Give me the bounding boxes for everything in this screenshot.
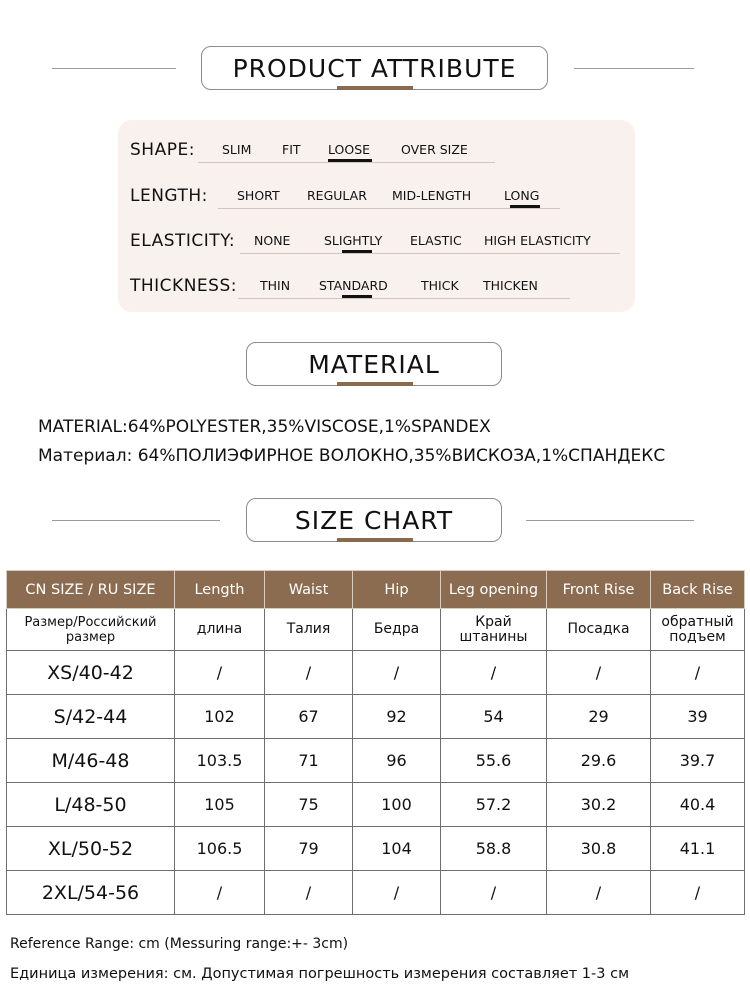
header-back-rise: Back Rise bbox=[651, 571, 745, 609]
attr-row-elasticity bbox=[118, 219, 635, 259]
table-cell: XS/40-42 bbox=[7, 651, 175, 695]
table-cell: M/46-48 bbox=[7, 739, 175, 783]
attr-option: THIN bbox=[260, 278, 291, 293]
attr-option-selected: LONG bbox=[504, 188, 540, 203]
attr-option: HIGH ELASTICITY bbox=[484, 233, 591, 248]
attr-option: NONE bbox=[254, 233, 291, 248]
attr-selected-marker bbox=[342, 295, 372, 298]
table-cell: длина bbox=[175, 609, 265, 651]
attr-rule bbox=[238, 298, 570, 299]
header-front-rise: Front Rise bbox=[547, 571, 651, 609]
header-hip: Hip bbox=[353, 571, 441, 609]
attr-label: SHAPE: bbox=[130, 140, 195, 160]
attr-label: THICKNESS: bbox=[130, 276, 237, 296]
table-cell: 58.8 bbox=[441, 827, 547, 871]
table-cell: 39 bbox=[651, 695, 745, 739]
table-cell: L/48-50 bbox=[7, 783, 175, 827]
header-waist: Waist bbox=[265, 571, 353, 609]
size-chart-table bbox=[6, 570, 745, 915]
attr-row-thickness bbox=[118, 264, 635, 304]
attr-rule bbox=[240, 253, 620, 254]
attr-option: MID-LENGTH bbox=[392, 188, 472, 203]
table-cell: / bbox=[651, 871, 745, 915]
attr-row-shape bbox=[118, 128, 635, 168]
table-cell: 2XL/54-56 bbox=[7, 871, 175, 915]
table-row bbox=[7, 695, 745, 739]
table-cell: 55.6 bbox=[441, 739, 547, 783]
table-cell: 75 bbox=[265, 783, 353, 827]
table-cell: / bbox=[353, 651, 441, 695]
title-accent bbox=[337, 382, 413, 386]
table-cell: / bbox=[651, 651, 745, 695]
table-cell: Талия bbox=[265, 609, 353, 651]
material-ru-value: 64%ПОЛИЭФИРНОЕ ВОЛОКНО,35%ВИСКОЗА,1%СПАНДЕКС bbox=[137, 446, 666, 466]
table-row bbox=[7, 827, 745, 871]
material-en-value: 64%POLYESTER,35%VISCOSE,1%SPANDEX bbox=[127, 417, 491, 437]
attribute-panel bbox=[118, 120, 635, 312]
table-header-row bbox=[7, 571, 745, 609]
table-row bbox=[7, 871, 745, 915]
table-cell: 104 bbox=[353, 827, 441, 871]
material-en bbox=[38, 417, 491, 437]
table-cell: 54 bbox=[441, 695, 547, 739]
table-cell: 96 bbox=[353, 739, 441, 783]
reference-range-note: Reference Range: cm (Messuring range:+- 3cm) bbox=[10, 936, 349, 952]
table-cell: 30.8 bbox=[547, 827, 651, 871]
attr-option: SLIM bbox=[222, 142, 252, 157]
product-attribute-header bbox=[0, 38, 750, 98]
table-cell: 105 bbox=[175, 783, 265, 827]
table-cell: / bbox=[547, 871, 651, 915]
attr-option-selected: LOOSE bbox=[328, 142, 371, 157]
table-cell: Размер/Российский размер bbox=[7, 609, 175, 651]
material-title: MATERIAL bbox=[246, 342, 502, 386]
table-cell: / bbox=[175, 871, 265, 915]
table-row bbox=[7, 783, 745, 827]
attr-option-selected: SLIGHTLY bbox=[324, 233, 383, 248]
attr-row-length bbox=[118, 174, 635, 214]
table-cell: 29 bbox=[547, 695, 651, 739]
table-cell: / bbox=[547, 651, 651, 695]
product-attribute-title: PRODUCT ATTRIBUTE bbox=[201, 46, 548, 90]
divider-right bbox=[574, 68, 694, 69]
header-length: Length bbox=[175, 571, 265, 609]
divider-left bbox=[52, 520, 220, 521]
table-cell: / bbox=[441, 871, 547, 915]
attr-option: REGULAR bbox=[307, 188, 367, 203]
table-cell: 103.5 bbox=[175, 739, 265, 783]
material-en-label: MATERIAL: bbox=[38, 417, 128, 437]
table-cell: 106.5 bbox=[175, 827, 265, 871]
table-cell: / bbox=[265, 871, 353, 915]
material-ru bbox=[38, 446, 665, 466]
attr-option: SHORT bbox=[237, 188, 280, 203]
size-chart-title: SIZE CHART bbox=[246, 498, 502, 542]
table-cell: 92 bbox=[353, 695, 441, 739]
attr-option: OVER SIZE bbox=[401, 142, 468, 157]
attr-option-selected: STANDARD bbox=[319, 278, 388, 293]
table-row bbox=[7, 739, 745, 783]
table-cell: / bbox=[175, 651, 265, 695]
table-cell: 39.7 bbox=[651, 739, 745, 783]
attr-option: THICK bbox=[421, 278, 459, 293]
divider-left bbox=[52, 68, 176, 69]
material-header bbox=[0, 334, 750, 394]
table-cell: / bbox=[441, 651, 547, 695]
attr-option: THICKEN bbox=[483, 278, 538, 293]
title-accent bbox=[337, 86, 413, 90]
table-cell: 79 bbox=[265, 827, 353, 871]
attr-label: LENGTH: bbox=[130, 186, 208, 206]
table-cell: 41.1 bbox=[651, 827, 745, 871]
table-cell: 100 bbox=[353, 783, 441, 827]
table-cell: XL/50-52 bbox=[7, 827, 175, 871]
attr-rule bbox=[198, 162, 495, 163]
attr-selected-marker bbox=[328, 159, 372, 162]
table-subheader-row bbox=[7, 609, 745, 651]
title-accent bbox=[337, 538, 413, 542]
table-cell: Край штанины bbox=[441, 609, 547, 651]
table-cell: обратный подъем bbox=[651, 609, 745, 651]
reference-range-note-ru: Единица измерения: см. Допустимая погрешность измерения составляет 1-3 см bbox=[10, 966, 630, 982]
table-cell: 29.6 bbox=[547, 739, 651, 783]
attr-selected-marker bbox=[342, 250, 372, 253]
table-cell: 67 bbox=[265, 695, 353, 739]
table-cell: 30.2 bbox=[547, 783, 651, 827]
table-cell: 57.2 bbox=[441, 783, 547, 827]
header-cn-size: CN SIZE / RU SIZE bbox=[7, 571, 175, 609]
table-cell: Бедра bbox=[353, 609, 441, 651]
table-cell: 71 bbox=[265, 739, 353, 783]
table-cell: Посадка bbox=[547, 609, 651, 651]
header-leg-opening: Leg opening bbox=[441, 571, 547, 609]
attr-selected-marker bbox=[510, 205, 540, 208]
divider-right bbox=[526, 520, 694, 521]
table-row bbox=[7, 651, 745, 695]
table-cell: 102 bbox=[175, 695, 265, 739]
table-cell: S/42-44 bbox=[7, 695, 175, 739]
material-ru-label: Материал: bbox=[38, 446, 133, 466]
table-cell: / bbox=[353, 871, 441, 915]
table-cell: 40.4 bbox=[651, 783, 745, 827]
table-cell: / bbox=[265, 651, 353, 695]
attr-label: ELASTICITY: bbox=[130, 231, 236, 251]
attr-option: FIT bbox=[282, 142, 301, 157]
size-chart-header bbox=[0, 490, 750, 550]
attr-option: ELASTIC bbox=[410, 233, 462, 248]
attr-rule bbox=[218, 208, 560, 209]
